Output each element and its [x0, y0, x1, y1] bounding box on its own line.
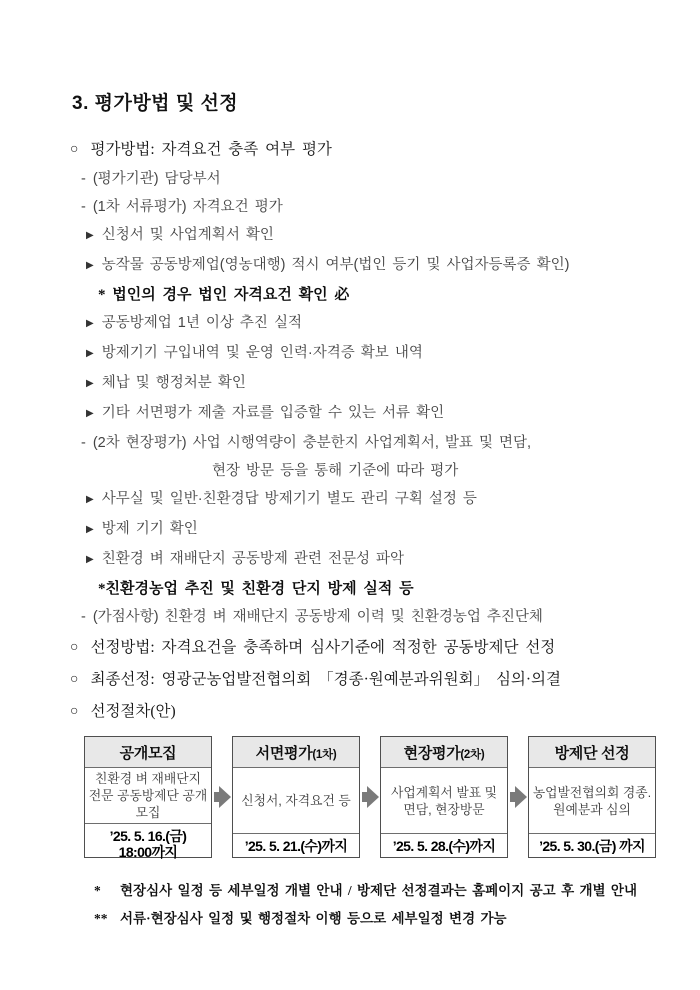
item-text: 선정절차(안) [90, 703, 176, 720]
triangle-bullet: ▶ [86, 260, 94, 271]
step-header [233, 737, 359, 768]
triangle-bullet: ▶ [86, 554, 94, 565]
triangle-bullet: ▶ [86, 408, 94, 419]
list-item [81, 432, 666, 454]
item-text: 최종선정: 영광군농업발전협의회 「경종·원예분과위원회」 심의·의결 [90, 671, 561, 688]
item-text: (2차 현장평가) 사업 시행역량이 충분한지 사업계획서, 발표 및 면담, [92, 435, 532, 451]
step-title: 공개모집 [119, 745, 177, 762]
list-item [86, 548, 666, 572]
note-item [98, 578, 666, 600]
triangle-bullet: ▶ [86, 524, 94, 535]
step-header [529, 737, 655, 768]
process-step-document-review [232, 736, 360, 858]
footnote-text: 현장심사 일정 등 세부일정 개별 안내 / 방제단 선정결과는 홈페이지 공고 후 개별 안내 [120, 883, 638, 898]
list-item [81, 168, 666, 190]
list-item [81, 606, 666, 628]
step-title-suffix: (2차) [460, 749, 485, 761]
footnote-marker: ** [94, 911, 108, 926]
step-deadline-line2: 18:00까지 [118, 844, 178, 860]
arrow-head [219, 786, 231, 808]
step-deadline-line1: ’25. 5. 28.(수)까지 [392, 838, 496, 854]
list-item [86, 372, 666, 396]
list-item [70, 139, 666, 162]
list-item [86, 312, 666, 336]
triangle-bullet: ▶ [86, 378, 94, 389]
item-text: 친환경 벼 재배단지 공동방제 관련 전문성 파악 [101, 551, 405, 567]
step-deadline-line1: ’25. 5. 21.(수)까지 [244, 838, 348, 854]
dash-bullet: - [81, 171, 86, 187]
step-title: 방제단 선정 [554, 745, 630, 762]
item-text: 체납 및 행정처분 확인 [101, 375, 246, 391]
item-text: (가점사항) 친환경 벼 재배단지 공동방제 이력 및 친환경농업 추진단체 [92, 609, 543, 625]
step-deadline [85, 823, 211, 863]
step-header [85, 737, 211, 768]
dash-bullet: - [81, 199, 86, 215]
list-item [86, 488, 666, 512]
selection-process-flow [84, 736, 666, 858]
arrow-head [367, 786, 379, 808]
footnote-text: 서류·현장심사 일정 및 행정절차 이행 등으로 세부일정 변경 가능 [120, 911, 507, 926]
item-text: 공동방제업 1년 이상 추진 실적 [101, 315, 302, 331]
process-step-team-selection [528, 736, 656, 858]
item-text: 평가방법: 자격요건 충족 여부 평가 [90, 141, 332, 158]
step-description: 친환경 벼 재배단지 전문 공동방제단 공개모집 [88, 771, 208, 820]
circle-bullet: ○ [70, 640, 79, 655]
right-arrow-icon [360, 737, 380, 857]
list-item [86, 518, 666, 542]
step-title-suffix: (1차) [312, 749, 337, 761]
step-deadline-line1: ’25. 5. 16.(금) [109, 828, 187, 844]
step-title: 서면평가 [255, 745, 313, 762]
circle-bullet: ○ [70, 704, 79, 719]
footnote [94, 880, 666, 901]
footnotes [94, 880, 666, 929]
step-description: 농업발전협의회 경종.원예분과 심의 [532, 784, 652, 817]
list-item [86, 254, 666, 278]
dash-bullet: - [81, 609, 86, 625]
arrow-head [515, 786, 527, 808]
triangle-bullet: ▶ [86, 494, 94, 505]
footnote [94, 908, 666, 929]
step-deadline-line1: ’25. 5. 30.(금) 까지 [539, 838, 645, 854]
triangle-bullet: ▶ [86, 348, 94, 359]
dash-bullet: - [81, 435, 86, 451]
list-item [86, 224, 666, 248]
step-deadline [529, 833, 655, 857]
step-description: 신청서, 자격요건 등 [241, 793, 351, 808]
item-text: 사무실 및 일반·친환경답 방제기기 별도 관리 구획 설정 등 [101, 491, 477, 507]
item-text: 방제기기 구입내역 및 운영 인력·자격증 확보 내역 [101, 345, 423, 361]
step-description: 사업계획서 발표 및 면담, 현장방문 [390, 784, 497, 817]
step-deadline [381, 833, 507, 857]
item-text: 신청서 및 사업계획서 확인 [101, 227, 274, 243]
right-arrow-icon [212, 737, 232, 857]
list-item-continuation [212, 460, 666, 482]
list-item [81, 196, 666, 218]
circle-bullet: ○ [70, 672, 79, 687]
right-arrow-icon [508, 737, 528, 857]
item-text: 현장 방문 등을 통해 기준에 따라 평가 [212, 463, 459, 479]
item-text: (1차 서류평가) 자격요건 평가 [92, 199, 283, 215]
circle-bullet: ○ [70, 142, 79, 157]
item-text: (평가기관) 담당부서 [92, 171, 221, 187]
list-item [70, 637, 666, 660]
list-item [70, 701, 666, 724]
footnote-marker: * [94, 883, 101, 898]
step-deadline [233, 833, 359, 857]
list-item [70, 669, 666, 692]
item-text: 농작물 공동방제업(영농대행) 적시 여부(법인 등기 및 사업자등록증 확인) [101, 257, 570, 273]
triangle-bullet: ▶ [86, 230, 94, 241]
list-item [86, 402, 666, 426]
item-text: * 법인의 경우 법인 자격요건 확인 必 [98, 287, 350, 303]
item-text: 기타 서면평가 제출 자료를 입증할 수 있는 서류 확인 [101, 405, 445, 421]
triangle-bullet: ▶ [86, 318, 94, 329]
note-item [98, 284, 666, 306]
process-step-field-evaluation [380, 736, 508, 858]
section-title: 3. 평가방법 및 선정 [72, 93, 239, 114]
step-header [381, 737, 507, 768]
process-step-open-recruitment [84, 736, 212, 858]
item-text: *친환경농업 추진 및 친환경 단지 방제 실적 등 [98, 581, 414, 597]
item-text: 선정방법: 자격요건을 충족하며 심사기준에 적정한 공동방제단 선정 [90, 639, 556, 656]
list-item [86, 342, 666, 366]
step-title: 현장평가 [403, 745, 461, 762]
item-text: 방제 기기 확인 [101, 521, 198, 537]
